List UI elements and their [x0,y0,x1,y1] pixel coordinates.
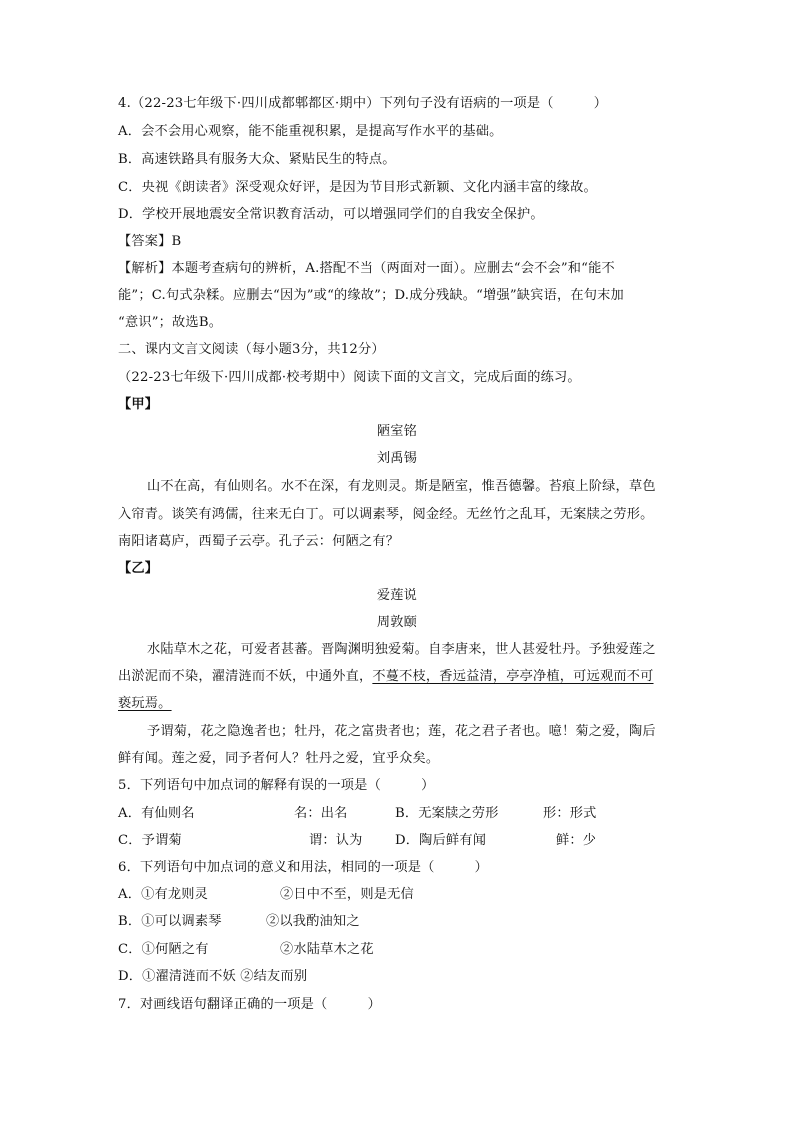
question-4-option-c: C．央视《朗读者》深受观众好评，是因为节目形式新颖、文化内涵丰富的缘故。 [118,180,597,195]
question-4-analysis-line-2: 能”；C.句式杂糅。应删去“因为”或“的缘故”；D.成分残缺。“增强”缺宾语，在句末加 [118,288,624,303]
underlined-sentence-part-1: 不蔓不枝，香远益清，亭亭净植，可远观而不可 [372,669,654,684]
question-5-option-a-gloss: 名：出名 [294,806,348,821]
passage-jia-line-2: 入帘青。谈笑有鸿儒，往来无白丁。可以调素琴，阅金经。无丝竹之乱耳，无案牍之劳形。 [118,507,654,522]
passage-yi-line-1: 水陆草木之花，可爱者甚蕃。晋陶渊明独爱菊。自李唐来，世人甚爱牡丹。予独爱莲之 [147,642,656,657]
question-6-option-c-1: C．①何陋之有 [118,942,209,957]
section-2-intro: （22-23七年级下·四川成都·校考期中）阅读下面的文言文，完成后面的练习。 [118,370,581,385]
question-6-option-b-2: ②以我酌油知之 [266,914,360,929]
passage-jia-line-1: 山不在高，有仙则名。水不在深，有龙则灵。斯是陋室，惟吾德馨。苔痕上阶绿，草色 [147,479,656,494]
passage-jia-label: 【甲】 [118,397,159,412]
question-7-stem: 7．对画线语句翻译正确的一项是（ ） [118,997,381,1012]
question-5-option-d-gloss: 鲜：少 [556,833,597,848]
passage-yi-label: 【乙】 [118,561,159,576]
question-6-option-a-1: A．①有龙则灵 [118,887,209,902]
question-5-option-b-gloss: 形：形式 [543,806,597,821]
question-6-option-b-1: B．①可以调素琴 [118,914,222,929]
question-4-stem: 4.（22-23七年级下·四川成都郫都区·期中）下列句子没有语病的一项是（ ） [118,96,608,111]
passage-yi-line-2 [118,668,654,686]
passage-jia-author: 刘禹锡 [376,451,418,466]
question-5-option-a-text: A．有仙则名 [118,806,195,821]
question-4-analysis-line-3: “意识”；故选B。 [118,315,223,330]
question-4-option-b: B．高速铁路具有服务大众、紧贴民生的特点。 [118,152,396,167]
question-6-option-d: D．①濯清涟而不妖 ②结友而别 [118,969,308,984]
passage-yi-author: 周敦颐 [376,615,418,630]
question-4-option-d: D．学校开展地震安全常识教育活动，可以增强同学们的自我安全保护。 [118,207,544,222]
passage-jia-line-3: 南阳诸葛庐，西蜀子云亭。孔子云：何陋之有？ [118,534,400,549]
question-6-option-c-2: ②水陆草木之花 [280,942,374,957]
question-6-option-a-2: ②日中不至，则是无信 [280,887,414,902]
question-5-option-c-gloss: 谓：认为 [309,833,363,848]
underlined-sentence-part-2: 亵玩焉。 [118,696,172,711]
question-4-analysis-line-1: 【解析】本题考查病句的辨析，A.搭配不当（两面对一面）。应删去“会不会”和“能不 [118,261,615,276]
question-6-stem: 6．下列语句中加点词的意义和用法，相同的一项是（ ） [118,860,489,875]
question-5-stem: 5．下列语句中加点词的解释有误的一项是（ ） [118,778,435,793]
question-4-answer: 【答案】B [118,234,182,249]
question-5-option-d-text: D．陶后鲜有闻 [395,833,487,848]
question-5-option-b-text: B．无案牍之劳形 [395,806,499,821]
passage-yi-line-4: 予谓菊，花之隐逸者也；牡丹，花之富贵者也；莲，花之君子者也。噫！菊之爱，陶后 [147,724,656,739]
passage-yi-line-5: 鲜有闻。莲之爱，同予者何人？牡丹之爱，宜乎众矣。 [118,751,440,766]
section-2-heading: 二、课内文言文阅读（每小题3分，共12分） [118,342,385,357]
passage-jia-title: 陋室铭 [376,424,418,439]
passage-yi-line-2-plain: 出淤泥而不染，濯清涟而不妖，中通外直， [118,669,373,684]
question-4-option-a: A．会不会用心观察，能不能重视积累，是提高写作水平的基础。 [118,124,503,139]
passage-yi-title: 爱莲说 [376,588,418,603]
question-5-option-c-text: C．予谓菊 [118,833,182,848]
